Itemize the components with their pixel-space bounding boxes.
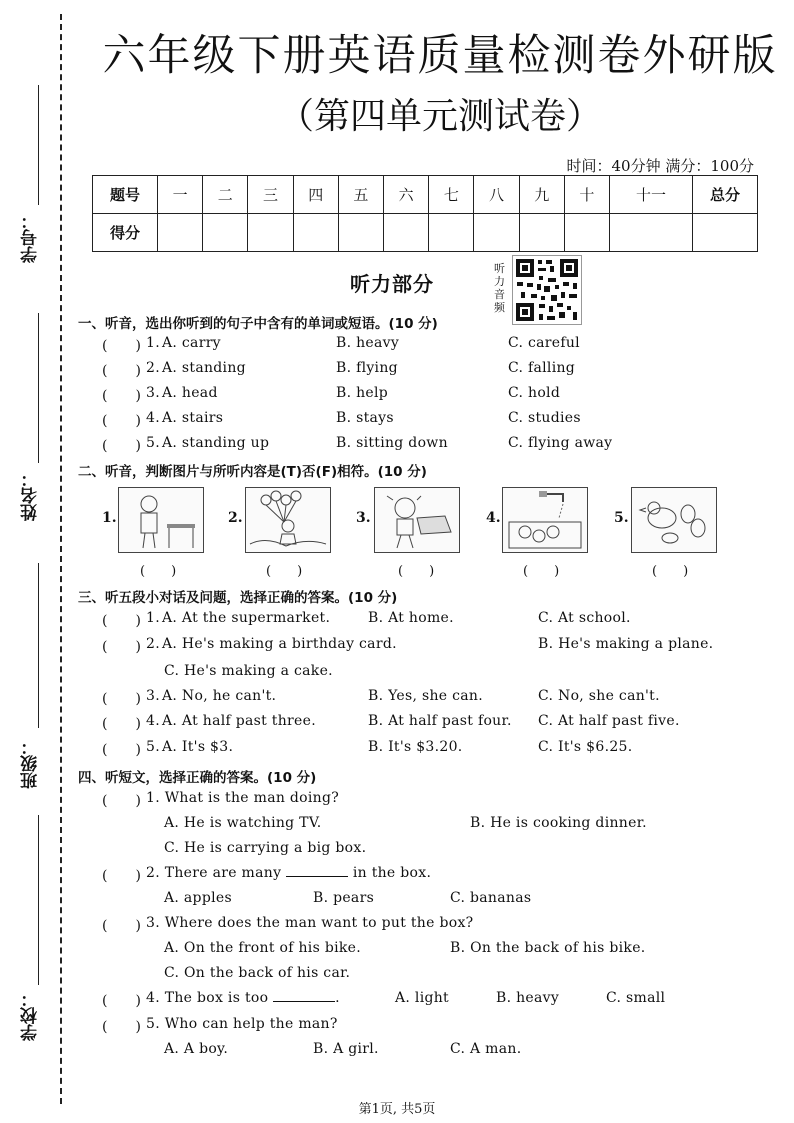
page-footer: 第1页, 共5页 [358,1102,436,1117]
exam-subtitle: （第四单元测试卷） [277,96,602,137]
girl-with-balloons-picture [245,487,331,553]
score-cell[interactable] [338,214,383,252]
qr-code-icon[interactable] [512,255,582,325]
answer-blank[interactable]: ( ) [102,438,141,454]
question-text: 5. Who can help the man? [146,1016,338,1032]
boy-at-desk-picture [118,487,204,553]
option-c: C. hold [508,385,561,401]
answer-blank[interactable]: ( ) [523,564,560,579]
option-c: C. It's $6.25. [538,739,633,755]
score-header-cell: 一 [158,176,203,214]
score-header-cell: 总分 [693,176,758,214]
option-c: C. On the back of his car. [164,965,351,981]
answer-blank[interactable]: ( ) [102,716,141,732]
option-a: A. It's $3. [162,739,234,755]
option-c: C. He's making a cake. [164,663,333,679]
question-text [146,990,340,1006]
option-c: C. flying away [508,435,613,451]
score-header-cell: 四 [293,176,338,214]
question-number: 1. [146,335,160,351]
option-a: A. standing [162,360,246,376]
option-a: A. standing up [162,435,270,451]
answer-blank[interactable]: ( ) [102,918,141,934]
option-a: A. At the supermarket. [162,610,331,626]
question-number: 4. [146,410,160,426]
score-table-header-row [93,176,758,214]
option-c: C. studies [508,410,581,426]
section-3-heading: 三、听五段小对话及问题，选择正确的答案。(10 分) [78,590,398,606]
bird-and-eggs-picture [631,487,717,553]
answer-blank[interactable]: ( ) [102,338,141,354]
option-c: C. At half past five. [538,713,680,729]
option-a: A. He is watching TV. [164,815,322,831]
picture-number: 4. [486,510,501,526]
fill-blank[interactable] [286,876,348,877]
answer-blank[interactable]: ( ) [652,564,689,579]
answer-blank[interactable]: ( ) [102,388,141,404]
answer-blank[interactable]: ( ) [102,793,141,809]
score-cell[interactable] [610,214,693,252]
option-a: A. head [162,385,218,401]
score-header-cell: 五 [338,176,383,214]
question-number: 2. [146,636,160,652]
option-a: A. A boy. [164,1041,229,1057]
class-label: 班级： [21,738,41,789]
option-c: C. falling [508,360,576,376]
option-a: A. No, he can't. [162,688,277,704]
picture-number: 1. [102,510,117,526]
answer-blank[interactable]: ( ) [102,413,141,429]
score-header-cell: 八 [474,176,519,214]
score-cell[interactable] [293,214,338,252]
score-header-cell: 题号 [93,176,158,214]
option-c: C. A man. [450,1041,522,1057]
binding-dashed-line [60,14,62,1104]
score-header-cell: 三 [248,176,293,214]
question-text-before-blank: 4. The box is too [146,990,269,1006]
option-b: B. flying [336,360,398,376]
question-number: 5. [146,435,160,451]
answer-blank[interactable]: ( ) [102,363,141,379]
option-c: C. No, she can't. [538,688,660,704]
section-2-heading: 二、听音，判断图片与所听内容是(T)否(F)相符。(10 分) [78,464,427,480]
score-cell[interactable] [203,214,248,252]
answer-blank[interactable]: ( ) [140,564,177,579]
option-b: B. At half past four. [368,713,512,729]
section-4-heading: 四、听短文，选择正确的答案。(10 分) [78,770,317,786]
option-b: B. He is cooking dinner. [470,815,647,831]
score-header-cell: 十 [564,176,609,214]
qr-label: 听力音频 [494,262,505,314]
score-table-score-row [93,214,758,252]
score-header-cell: 七 [429,176,474,214]
answer-blank[interactable]: ( ) [102,691,141,707]
student-id-label: 学号： [21,212,41,263]
option-b: B. sitting down [336,435,448,451]
score-cell[interactable] [564,214,609,252]
student-id-underline [38,85,39,205]
option-b: B. He's making a plane. [538,636,714,652]
washing-fruit-picture [502,487,588,553]
question-text-after-blank: in the box. [352,865,432,881]
score-cell[interactable] [429,214,474,252]
class-underline [38,563,39,728]
option-c: C. careful [508,335,580,351]
school-label: 学校： [21,990,41,1041]
question-text [146,865,431,881]
option-b: B. help [336,385,389,401]
score-table [92,175,758,252]
boy-carrying-bag-picture [374,487,460,553]
option-a: A. On the front of his bike. [164,940,361,956]
name-label: 姓名： [21,470,41,521]
question-text: 3. Where does the man want to put the box? [146,915,474,931]
score-cell[interactable] [248,214,293,252]
section-1-heading: 一、听音，选出你听到的句子中含有的单词或短语。(10 分) [78,316,438,332]
option-c: C. small [606,990,666,1006]
score-header-cell: 十一 [610,176,693,214]
score-cell[interactable] [693,214,758,252]
question-number: 2. [146,360,160,376]
answer-blank[interactable]: ( ) [102,742,141,758]
option-b: B. heavy [496,990,560,1006]
question-number: 5. [146,739,160,755]
score-row-label: 得分 [93,214,158,252]
question-number: 3. [146,688,160,704]
score-cell[interactable] [158,214,203,252]
option-c: C. He is carrying a big box. [164,840,367,856]
score-cell[interactable] [384,214,429,252]
answer-blank[interactable]: ( ) [102,639,141,655]
answer-blank[interactable]: ( ) [102,993,141,1009]
exam-title: 六年级下册英语质量检测卷外研版 [102,31,778,81]
question-text-after-blank: . [335,990,340,1006]
option-a: A. At half past three. [162,713,316,729]
question-number: 4. [146,713,160,729]
option-b: B. At home. [368,610,454,626]
option-a: A. stairs [162,410,224,426]
option-b: B. pears [313,890,375,906]
picture-number: 2. [228,510,243,526]
score-header-cell: 六 [384,176,429,214]
option-b: B. On the back of his bike. [450,940,646,956]
option-b: B. It's $3.20. [368,739,463,755]
option-a: A. carry [162,335,221,351]
picture-number: 3. [356,510,371,526]
exam-time-score: 时间：40分钟 满分：100分 [566,157,754,175]
score-cell[interactable] [474,214,519,252]
listening-section-title: 听力部分 [350,272,434,296]
answer-blank[interactable]: ( ) [102,868,141,884]
fill-blank[interactable] [273,1001,335,1002]
question-number: 1. [146,610,160,626]
school-underline [38,815,39,985]
option-b: B. stays [336,410,394,426]
answer-blank[interactable]: ( ) [398,564,435,579]
score-header-cell: 九 [519,176,564,214]
option-b: B. A girl. [313,1041,379,1057]
question-text: 1. What is the man doing? [146,790,340,806]
name-underline [38,313,39,463]
question-number: 3. [146,385,160,401]
score-header-cell: 二 [203,176,248,214]
answer-blank[interactable]: ( ) [102,613,141,629]
answer-blank[interactable]: ( ) [102,1019,141,1035]
question-text-before-blank: 2. There are many [146,865,282,881]
picture-number: 5. [614,510,629,526]
option-c: C. At school. [538,610,631,626]
option-c: C. bananas [450,890,532,906]
option-b: B. heavy [336,335,400,351]
option-b: B. Yes, she can. [368,688,483,704]
option-a: A. He's making a birthday card. [162,636,397,652]
option-a: A. apples [164,890,232,906]
option-a: A. light [395,990,449,1006]
score-cell[interactable] [519,214,564,252]
answer-blank[interactable]: ( ) [266,564,303,579]
